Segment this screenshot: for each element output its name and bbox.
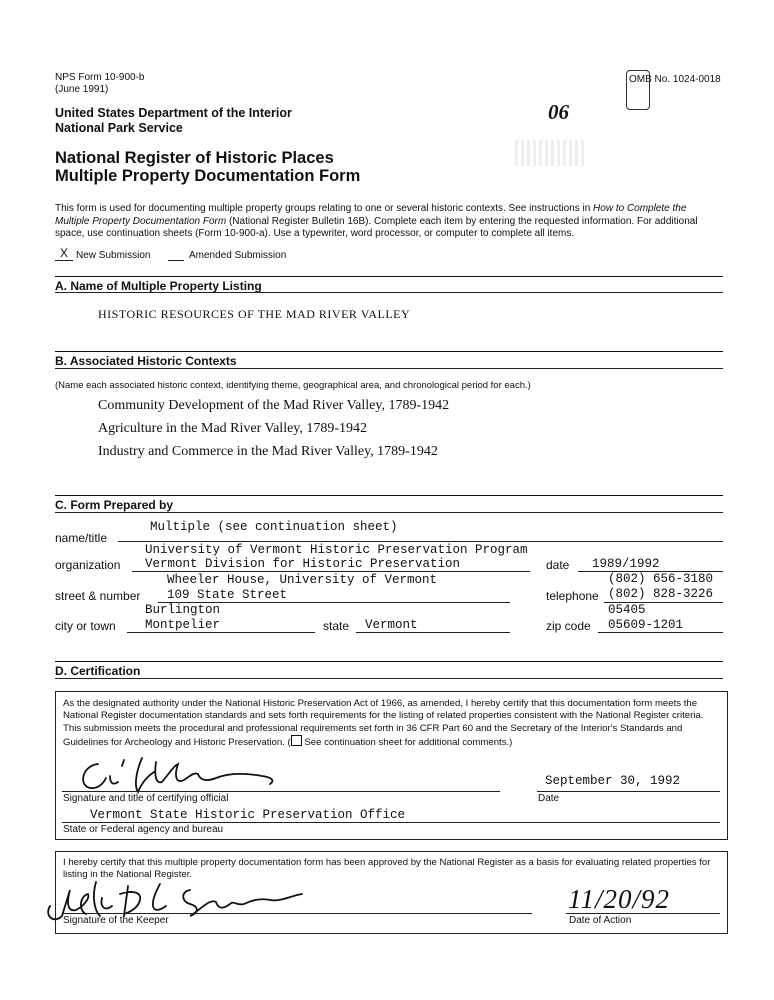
new-submission-label: New Submission [76, 250, 151, 261]
street-value: Wheeler House, University of Vermont [167, 573, 438, 587]
service-name: National Park Service [55, 121, 183, 135]
department-name: United States Department of the Interior [55, 106, 292, 120]
certification-date-line [537, 791, 720, 792]
section-d-heading: D. Certification [55, 664, 141, 678]
new-submission-line [55, 260, 73, 261]
keeper-label: Signature of the Keeper [63, 915, 169, 926]
section-a-bottom-rule [55, 292, 723, 293]
zip-label: zip code [546, 619, 591, 633]
historic-context: Community Development of the Mad River Valley, 1789-1942 [98, 398, 450, 413]
organization-line [132, 571, 530, 572]
historic-context: Industry and Commerce in the Mad River Valley, 1789-1942 [98, 444, 438, 459]
section-a-top-rule [55, 276, 723, 277]
section-d-top-rule [55, 661, 723, 662]
organization-value: University of Vermont Historic Preservation Program [145, 543, 528, 557]
city-label: city or town [55, 619, 116, 633]
agency-value: Vermont State Historic Preservation Office [90, 808, 406, 822]
amended-submission-line [168, 260, 184, 261]
agency-line [62, 822, 720, 823]
continuation-checkbox[interactable] [291, 735, 302, 746]
street-label: street & number [55, 589, 141, 603]
date-of-action-handwritten: 11/20/92 [568, 884, 670, 914]
certification-date-label: Date [538, 793, 560, 804]
zip-value: 05609-1201 [608, 618, 684, 632]
national-register-statement: I hereby certify that this multiple property documentation form has been approved by the National Register as a basis for evaluating related properties for listing in the National Register. [63, 857, 711, 881]
section-b-heading: B. Associated Historic Contexts [55, 354, 237, 368]
historic-context: Agriculture in the Mad River Valley, 1789-1942 [98, 421, 368, 436]
telephone-value: (802) 656-3180 [608, 572, 714, 586]
city-line [127, 632, 315, 633]
handwritten-mark: 06 [548, 100, 569, 124]
signature-line [62, 791, 500, 792]
section-c-bottom-rule [55, 512, 723, 513]
stamp-mark [626, 70, 650, 110]
zip-value: 05405 [608, 603, 646, 617]
date-of-action-label: Date of Action [569, 915, 632, 926]
form-title-line2: Multiple Property Documentation Form [55, 167, 361, 185]
agency-label: State or Federal agency and bureau [63, 824, 224, 835]
state-line [356, 632, 510, 633]
new-submission-mark: X [59, 246, 68, 260]
section-d-bottom-rule [55, 678, 723, 679]
city-value: Burlington [145, 603, 221, 617]
section-c-heading: C. Form Prepared by [55, 498, 174, 512]
section-c-top-rule [55, 495, 723, 496]
multiple-property-name: HISTORIC RESOURCES OF THE MAD RIVER VALLEY [98, 307, 411, 321]
certification-statement: As the designated authority under the National Historic Preservation Act of 1966, as amended, I hereby certify that this documentation form meets the National Register documentation standards and sets forth requirements for the listing of related properties consistent with the National Register criteria. This submission meets the procedural and professional requirements set forth in 36 CFR Part 60 and the Secretary of the Interior's Standards and Guidelines for Archeology and Historic Preservation. ( See continuation sheet for additional comments.) [63, 698, 704, 749]
certification-date: September 30, 1992 [545, 774, 681, 788]
organization-label: organization [55, 558, 121, 572]
name-title-label: name/title [55, 531, 108, 545]
section-b-top-rule [55, 351, 723, 352]
faint-stamp [515, 140, 585, 166]
contexts-instruction: (Name each associated historic context, identifying theme, geographical area, and chronological period for each.) [55, 380, 531, 391]
name-title-value: Multiple (see continuation sheet) [150, 520, 398, 534]
city-value: Montpelier [145, 618, 221, 632]
omb-number: OMB No. 1024-0018 [629, 74, 721, 85]
telephone-label: telephone [546, 589, 599, 603]
date-of-action-line [566, 913, 720, 914]
name-title-line [118, 541, 723, 542]
section-a-heading: A. Name of Multiple Property Listing [55, 279, 262, 293]
section-b-bottom-rule [55, 368, 723, 369]
signature-label: Signature and title of certifying official [63, 793, 229, 804]
zip-line [598, 632, 723, 633]
amended-submission-label: Amended Submission [189, 250, 287, 261]
state-value: Vermont [365, 618, 418, 632]
date-label: date [546, 558, 570, 572]
date-value: 1989/1992 [592, 557, 660, 571]
state-label: state [323, 619, 350, 633]
form-number: NPS Form 10-900-b [55, 72, 145, 83]
organization-value: Vermont Division for Historic Preservation [145, 557, 461, 571]
form-date: (June 1991) [55, 84, 109, 95]
telephone-value: (802) 828-3226 [608, 587, 714, 601]
form-title-line1: National Register of Historic Places [55, 149, 334, 167]
instructions-text: This form is used for documenting multiple property groups relating to one or several historic contexts. See instructions in How to Complete the Multiple Property Documentation Form (National Register Bulletin 16B). Complete each item by entering the requested information. For additional space, use continuation sheets (Form 10-900-a). Use a typewriter, word processor, or computer to complete all items. [55, 203, 698, 240]
street-value: 109 State Street [167, 588, 288, 602]
keeper-signature-line [62, 913, 532, 914]
